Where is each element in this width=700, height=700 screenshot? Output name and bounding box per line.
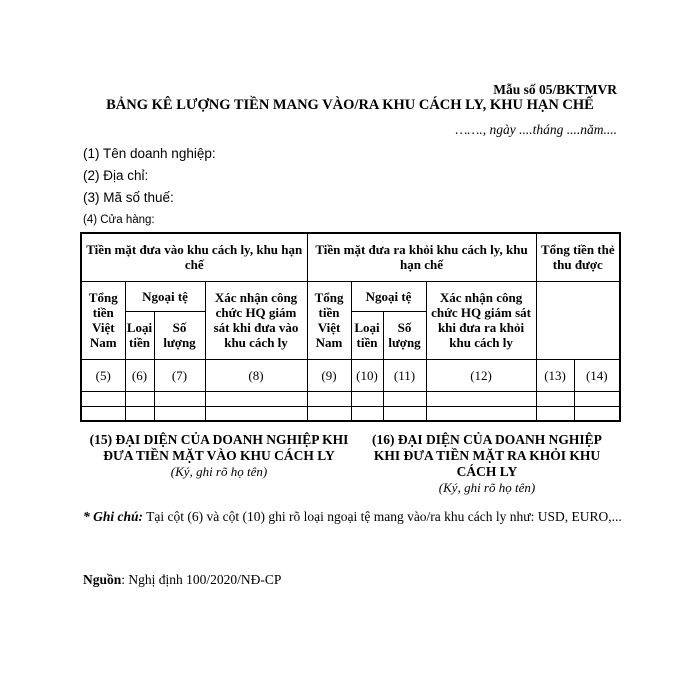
field-address: (2) Địa chỉ:: [83, 168, 149, 183]
header-confirm-out: Xác nhận công chức HQ giám sát khi đưa ra khỏi khu cách ly: [426, 281, 536, 359]
header-foreign-in: Ngoại tệ: [125, 281, 205, 311]
column-number: (14): [574, 359, 620, 391]
header-total-vnd-in: Tổng tiền Việt Nam: [81, 281, 125, 359]
signature-right-sub: (Ký, ghi rõ họ tên): [438, 480, 536, 495]
header-cash-in: Tiền mặt đưa vào khu cách ly, khu hạn chế: [81, 233, 307, 281]
document-title: BẢNG KÊ LƯỢNG TIỀN MANG VÀO/RA KHU CÁCH LY, KHU HẠN CHẾ: [106, 97, 594, 113]
header-confirm-in: Xác nhận công chức HQ giám sát khi đưa vào khu cách ly: [205, 281, 307, 359]
table-row: [81, 406, 620, 421]
cash-table: [80, 232, 621, 422]
column-number: (13): [536, 359, 574, 391]
signature-left-title: (15) ĐẠI DIỆN CỦA DOANH NGHIỆP KHI ĐƯA TIỀN MẶT VÀO KHU CÁCH LY: [89, 432, 349, 463]
field-store: (4) Cửa hàng:: [83, 214, 155, 226]
note-text: Tại cột (6) và cột (10) ghi rõ loại ngoại tệ mang vào/ra khu cách ly như: USD, EURO,...: [143, 509, 622, 524]
column-number: (8): [205, 359, 307, 391]
date-line: ……., ngày ....tháng ....năm....: [455, 122, 617, 137]
column-number: (7): [154, 359, 205, 391]
header-currency-type-in: Loại tiền: [125, 311, 154, 359]
signature-right-title: (16) ĐẠI DIỆN CỦA DOANH NGHIỆP KHI ĐƯA TIỀN MẶT RA KHỎI KHU CÁCH LY: [372, 432, 602, 479]
field-tax-code: (3) Mã số thuế:: [83, 190, 174, 205]
header-amount-out: Số lượng: [383, 311, 426, 359]
source-text: : Nghị định 100/2020/NĐ-CP: [121, 572, 282, 587]
header-total-vnd-out: Tổng tiền Việt Nam: [307, 281, 351, 359]
note: [83, 508, 623, 525]
column-number: (12): [426, 359, 536, 391]
field-company-name: (1) Tên doanh nghiệp:: [83, 146, 216, 161]
column-number: (5): [81, 359, 125, 391]
form-code: Mẫu số 05/BKTMVR: [493, 82, 617, 97]
column-number: (11): [383, 359, 426, 391]
header-cash-out: Tiền mặt đưa ra khỏi khu cách ly, khu hạn chế: [307, 233, 536, 281]
header-card-blank: [536, 281, 620, 359]
column-number: (6): [125, 359, 154, 391]
signature-left-sub: (Ký, ghi rõ họ tên): [170, 464, 268, 479]
table-row: [81, 391, 620, 406]
header-currency-type-out: Loại tiền: [351, 311, 383, 359]
source-label: Nguồn: [83, 572, 122, 587]
header-foreign-out: Ngoại tệ: [351, 281, 426, 311]
note-label: * Ghi chú:: [83, 509, 144, 524]
column-number: (9): [307, 359, 351, 391]
source: [83, 572, 281, 588]
header-card-total: Tổng tiền thẻ thu được: [536, 233, 620, 281]
column-number: (10): [351, 359, 383, 391]
header-amount-in: Số lượng: [154, 311, 205, 359]
